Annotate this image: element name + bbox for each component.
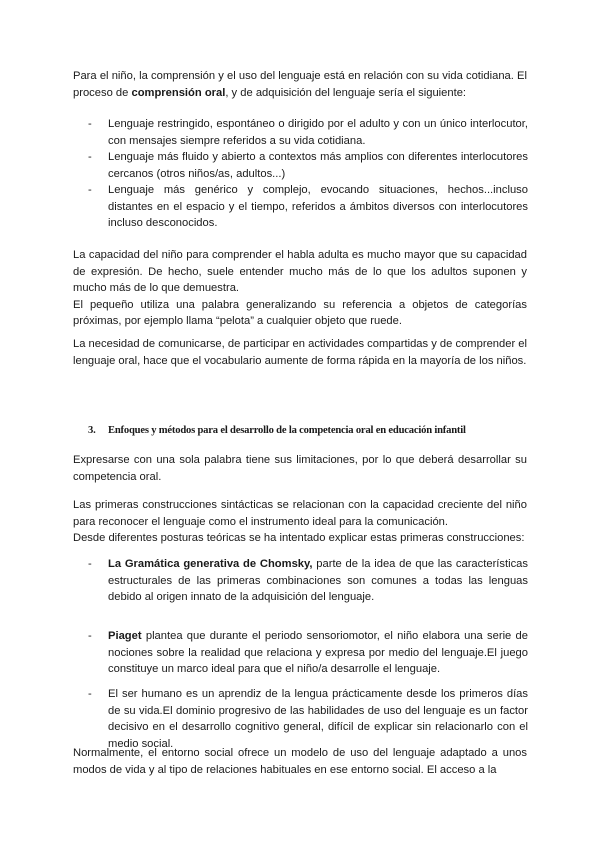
list-item [88, 116, 528, 149]
capacity-text: La capacidad del niño para comprender el habla adulta es mucho mayor que su capacidad de expresión. De hecho, suele entender mucho más de lo que los adultos suponen y mucho más de lo que demuestra. [73, 249, 527, 294]
capacity-paragraph [73, 247, 527, 330]
list-item [88, 686, 528, 752]
vocabulary-text: La necesidad de comunicarse, de participar en actividades compartidas y de comprender el lenguaje oral, hace que el vocabulario aumente de forma rápida en la mayoría de los niños. [73, 338, 527, 367]
theory-item-social [88, 686, 528, 752]
intro-bold-term: comprensión oral [131, 86, 226, 99]
dash-bullet: - [88, 151, 92, 163]
section-title: Enfoques y métodos para el desarrollo de la competencia oral en educación infantil [108, 425, 466, 436]
list-item-text: Lenguaje restringido, espontáneo o dirigido por el adulto y con un único interlocutor, con mensajes siempre referidos a su vida cotidiana. [108, 118, 528, 147]
generalization-text: El pequeño utiliza una palabra generalizando su referencia a objetos de categorías próximas, por ejemplo llama “pelota” a cualquier objeto que ruede. [73, 298, 527, 327]
list-item-text: Lenguaje más genérico y complejo, evocando situaciones, hechos...incluso distantes en el espacio y el tiempo, referidos a ámbitos diversos con interlocutores incluso desconocidos. [108, 184, 528, 229]
syntax-text: Las primeras construcciones sintácticas se relacionan con la capacidad creciente del niño para reconocer el lenguaje como el instrumento ideal para la comunicación. [73, 499, 527, 528]
list-item [88, 182, 528, 232]
list-item [88, 149, 528, 182]
theory-item-chomsky [88, 556, 528, 606]
dash-bullet: - [88, 688, 92, 700]
intro-text-b: , y de adquisición del lenguaje sería el siguiente: [225, 86, 467, 99]
theory-text: El ser humano es un aprendiz de la lengua prácticamente desde los primeros días de su vida.El dominio progresivo de las habilidades de uso del lenguaje es un factor decisivo en el desarrollo cognitivo general, difícil de explicar sin relacionarlo con el medio social. [108, 688, 528, 750]
vocabulary-paragraph [73, 336, 527, 369]
theory-name: La Gramática generativa de Chomsky, [108, 558, 313, 570]
list-item-text: Lenguaje más fluido y abierto a contextos más amplios con diferentes interlocutores cercanos (otros niños/as, adultos...) [108, 151, 528, 180]
dash-bullet: - [88, 184, 92, 196]
dash-bullet: - [88, 118, 92, 130]
social-environment-text: Normalmente, el entorno social ofrece un modelo de uso del lenguaje adaptado a unos modos de vida y al tipo de relaciones habituales en ese entorno social. El acceso a la [73, 747, 527, 776]
theories-intro-text: Desde diferentes posturas teóricas se ha intentado explicar estas primeras construcciones: [73, 532, 525, 544]
single-word-paragraph [73, 452, 527, 485]
dash-bullet: - [88, 630, 92, 642]
list-item [88, 628, 528, 678]
intro-paragraph [73, 68, 527, 101]
single-word-text: Expresarse con una sola palabra tiene sus limitaciones, por lo que deberá desarrollar su competencia oral. [73, 454, 527, 483]
theory-item-piaget [88, 628, 528, 678]
list-item [88, 556, 528, 606]
theory-text: plantea que durante el periodo sensoriomotor, el niño elabora una serie de nociones sobre la realidad que relaciona y expresa por medio del lenguaje.El juego constituye un marco ideal para que el niño/a desarrolle el lenguaje. [108, 630, 528, 675]
intro-text-a: Para el niño, la comprensión y el uso del lenguaje está en relación con su vida cotidiana. El proceso de [73, 70, 527, 99]
comprehension-stages-list [88, 116, 528, 232]
syntax-paragraph [73, 497, 527, 547]
theory-name: Piaget [108, 630, 142, 642]
dash-bullet: - [88, 558, 92, 570]
section-heading [88, 423, 528, 440]
social-environment-paragraph [73, 745, 527, 778]
theory-text: parte de la idea de que las características estructurales de las primeras combinaciones son comunes a todas las lenguas debido al origen innato de la adquisición del lenguaje. [108, 558, 528, 603]
section-number: 3. [88, 425, 96, 436]
